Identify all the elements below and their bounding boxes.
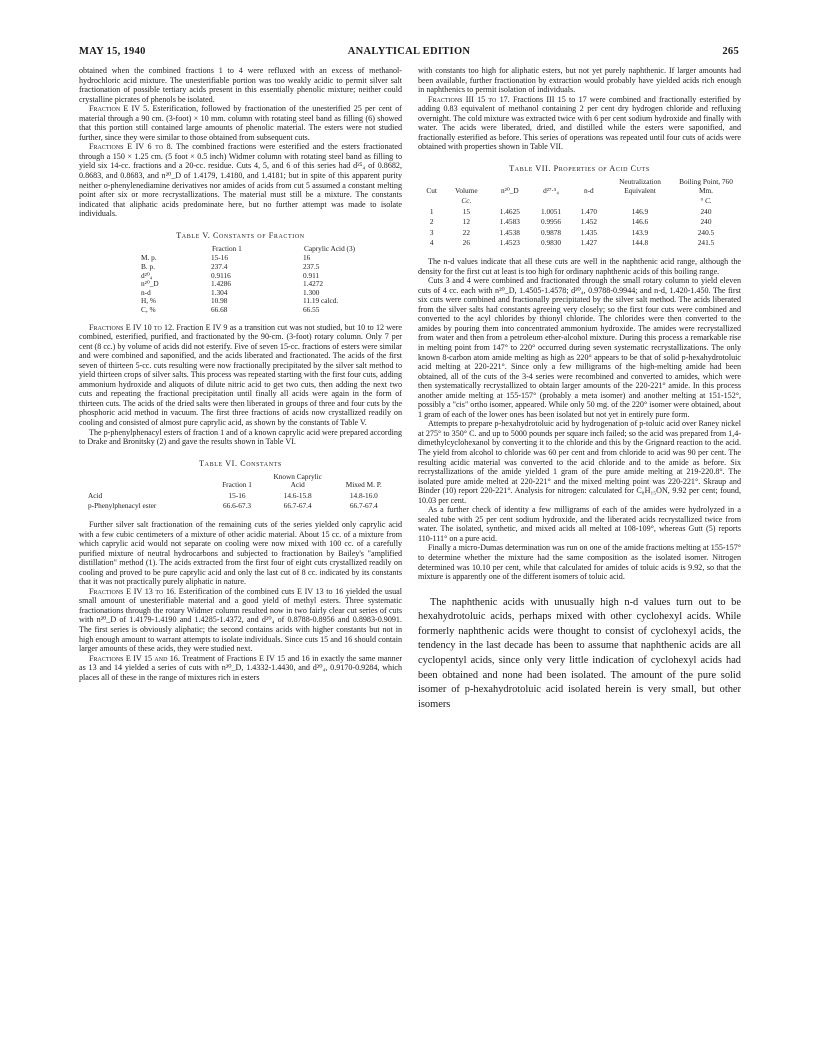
- table-cell: 1.4523: [499, 238, 520, 248]
- table-header: Neutralization Equivalent: [619, 176, 661, 195]
- table-row: [87, 491, 397, 502]
- table-unit: [530, 196, 571, 207]
- table-unit: Cc.: [461, 196, 472, 206]
- paragraph: [79, 323, 402, 428]
- table-header: Known Caprylic Acid: [273, 471, 322, 490]
- table-row: [141, 263, 367, 272]
- table-cell: 2: [429, 217, 434, 227]
- paragraph: [79, 587, 402, 654]
- run-in-heading: Fraction E IV 5.: [89, 104, 150, 114]
- paragraph: [79, 654, 402, 683]
- table-header: n²⁰_D: [501, 185, 519, 195]
- table-cell: 146.9: [631, 206, 649, 216]
- table-cell: 237.4: [211, 261, 228, 271]
- table-header: Caprylic Acid (3): [304, 243, 356, 253]
- table-header: Cut: [426, 185, 437, 195]
- paragraph: with constants too high for aliphatic esters, but not yet purely naphthenic. If larger amounts had been available, further fractionation by extraction would probably have yielded acids rich enough in naphthenics to permit isolation of individuals.: [418, 66, 741, 95]
- table-cell: 12: [462, 217, 470, 227]
- page-number: 265: [722, 46, 739, 57]
- table-cell: 1.304: [211, 287, 228, 297]
- paragraph: The n-d values indicate that all these cuts are well in the naphthenic acid range, although the density for the first cut at least is too high for ordinary naphthenic acids of this boiling range.: [418, 257, 741, 276]
- paragraph: [79, 142, 402, 218]
- closing-paragraph: The naphthenic acids with unusually high n-d values turn out to be hexahydrotoluic acids, perhaps mixed with other cyclohexyl acids. While formerly naphthenic acids were thought to consist of cyclohexyl acids, the tendency in the last decade has been to assume that naphthenic acids are all cyclopentyl acids, since only very little indication of cyclohexyl acids had been obtained and none had been isolated. The amount of the pure solid isomer of p-hexahydrotoluic acid isolated herein is very small, but other isomers: [418, 596, 741, 710]
- table-row: [420, 238, 738, 249]
- table-cell: 66.7-67.4: [349, 501, 378, 511]
- table-header: Volume: [455, 185, 478, 195]
- paragraph-text: The combined fractions were esterified and the esters fractionated through a 150 × 1.25 cm. (5 foot × 0.5 inch) Widmer column with rotating steel band as filling to yield six 14-cc. fractions and a 20-cc. residue. Cuts 4, 5, and 6 of this series had d²⁵₄ of 0.8682, 0.8683, and 0.8683, and n²⁰_D of 1.4179, 1.4180, and 1.4181; but in spite of this apparent purity neither o-phenylenediamine derivatives nor amides of acids from cut 5 assumed a constant melting point after six or more recrystallizations. The material must still be a mixture. The constants indicated that aliphatic acids predominate here, but no further attempt was made to isolate individuals.: [79, 142, 402, 219]
- table-row: [141, 306, 367, 315]
- paragraph: Further silver salt fractionation of the remaining cuts of the series yielded only caprylic acid with a few cubic centimeters of a mixture of other acidic material. About 15 cc. of a mixture from which caprylic acid would not separate on cooling were now mixed with 100 cc. of a carefully purified mixture of neutral hydrocarbons and subjected to fractionation by Bailey's "amplified distillation" method (1). The acids extracted from the first four of eight cuts crystallized readily on cooling and proved to be pure caprylic acid and only the last cut of 8 cc. indicated by its constants that it was not practically purely aliphatic in nature.: [79, 519, 402, 587]
- table-cell: 143.9: [631, 227, 649, 237]
- table-header: [87, 472, 209, 491]
- table-cell: 1.452: [580, 217, 598, 227]
- paragraph-text: Fractions III 15 to 17 were combined and fractionally esterified by adding 0.83 equivalent of methanol containing 2 per cent dry hydrogen chloride and refluxing overnight. The cold mixture was extracted twice with 6 per cent sodium hydroxide and finally with water. The acids were liberated, dried, and distilled while the esters were saponified, and fractionally esterified as before. This series of operations was repeated until four cuts of acids were obtained with properties shown in Table VII.: [418, 94, 742, 152]
- table-cell: 0.9878: [540, 227, 562, 237]
- table-cell: d²⁰₄: [141, 270, 153, 280]
- table-row: [420, 217, 738, 228]
- table-cell: 15-16: [228, 490, 246, 500]
- table-cell: n²⁰_D: [141, 279, 159, 289]
- paragraph-text: Treatment of Fractions E IV 15 and 16 in exactly the same manner as 13 and 14 yielded a series of cuts with n²⁰_D, 1.4332-1.4430, and d²⁰₄, 0.9170-0.9284, which places all of these in the range of mixtures rich in esters: [79, 653, 403, 682]
- table-cell: n-d: [141, 287, 151, 297]
- table-header: d²⁷·⁵₄: [543, 185, 559, 195]
- table-cell: 1: [429, 206, 434, 216]
- table-header: Mixed M. P.: [345, 480, 382, 490]
- table-unit: ° C.: [700, 196, 712, 206]
- table-row: [420, 207, 738, 218]
- table-7: [420, 177, 738, 249]
- table-cell: 241.5: [697, 238, 715, 248]
- table-unit: [420, 196, 443, 207]
- table-cell: 237.5: [303, 261, 320, 271]
- table-cell: 1.4286: [211, 279, 232, 289]
- table-cell: 66.6-67.3: [223, 501, 251, 511]
- table-5: [141, 244, 367, 315]
- table-unit: [606, 196, 674, 207]
- table-cell: Acid: [88, 490, 103, 500]
- paragraph: Cuts 3 and 4 were combined and fractionated through the small rotary column to yield eleven cuts of 4 cc. each with n²⁰_D, 1.4505-1.4578; d²⁰₄, 0.9788-0.9944; and n-d, 1.420-1.450. The first six cuts were combined and fractionally precipitated by the silver salt method. The acids liberated from the silver salts had constants agreeing very closely; so the first four cuts were combined and converted to the acyl chlorides by thionyl chloride. The chlorides were then converted to the amides by pouring them into concentrated ammonium hydroxide. The amides were recrystallized from water and then from a petroleum ether-alcohol mixture. During this process a remarkable rise in melting point from 147° to 220° occurred during seven systematic recrystallizations. The only known 8-carbon atom amide melting as high as 220° appears to be that of solid p-hexahydrotoluic acid melting at 220-221°. Since only a few milligrams of the high-melting amide had been obtained, all of the cuts of the 3-4 series were recombined and converted to amides, which were then systematically recrystallized to obtain larger amounts of the 220-221° amide. In this process another amide melting at 155-157° (probably a meta isomer) and another melting at 151-152°, possibly a "cis" ortho isomer, appeared. While only 50 mg. of the 220° isomer were obtained, about 1 gram of each of the lower ones has been isolated but not yet in entirely pure form.: [418, 276, 741, 419]
- table-cell: H, %: [141, 296, 156, 306]
- table-cell: 10.98: [211, 296, 228, 306]
- paragraph: As a further check of identity a few milligrams of each of the amides were hydrolyzed in a sealed tube with 25 per cent sodium hydroxide, and the liberated acids recrystallized twice from water. The isolated, synthetic, and mixed acids all melted at 108-109°, whereas Gutt (5) reports 110-111° on a pure acid.: [418, 505, 741, 543]
- paragraph: obtained when the combined fractions 1 to 4 were refluxed with an excess of methanol-hydrochloric acid mixture. The unesterifiable portion was too weakly acidic to permit silver salt fractionation of possible tertiary acids present in this essentially phenolic mixture; neither could crystalline picrates of phenols be isolated.: [79, 66, 402, 104]
- table-row: [420, 228, 738, 239]
- table-cell: 14.6-15.8: [283, 490, 312, 500]
- right-column: [418, 66, 741, 712]
- table-cell: 1.4272: [303, 279, 324, 289]
- table-cell: 240.5: [697, 227, 715, 237]
- table-header: n-d: [583, 185, 594, 195]
- left-column: [79, 66, 402, 682]
- table-cell: 1.4538: [499, 227, 520, 237]
- paragraph: Attempts to prepare p-hexahydrotoluic acid by hydrogenation of p-toluic acid over Raney nickel at 275° to 350° C. and up to 5000 pounds per square inch failed; so the acid was prepared from 1,4-dimethylcyclohexanol by converting it to the chloride and this by the Grignard reaction to the acid. The yield from alcohol to chloride was 60 per cent and from chloride to acid was 90 per cent. The resulting acidic material was converted to the acid chloride and to the amide as before. Six recrystallizations of the amide yielded 1 gram of the pure amide melting at 219-220.8°. The isolated pure amide melted at 220-221° and the mixed melting point was 220-221°. Skraup and Binder (10) report 220-221°. Analysis for nitrogen: calculated for C₈H₁₅ON, 9.92 per cent; found, 10.03 per cent.: [418, 419, 741, 505]
- table-cell: 1.300: [303, 287, 320, 297]
- table-cell: 0.9830: [540, 238, 562, 248]
- table-row: [141, 272, 367, 281]
- table-cell: 66.7-67.4: [283, 501, 312, 511]
- table-cell: 15-16: [211, 253, 229, 263]
- table-cell: 240: [700, 206, 712, 216]
- table-cell: 1.427: [580, 238, 598, 248]
- table-cell: 3: [429, 227, 434, 237]
- table-cell: B. p.: [141, 261, 155, 271]
- table-6: [87, 472, 397, 512]
- table-header: Fraction 1: [212, 243, 242, 253]
- table-cell: 14.8-16.0: [349, 490, 378, 500]
- table-cell: M. p.: [141, 253, 157, 263]
- table-cell: 1.0051: [540, 206, 562, 216]
- paragraph: Finally a micro-Dumas determination was run on one of the amide fractions melting at 155-157° to determine whether the mixture had the same composition as the isolated isomer. Nitrogen determined was 10.10 per cent, while that calculated for amides of toluic acids is 9.92, so that the mixture is apparently one of the different isomers of toluic acid.: [418, 543, 741, 582]
- table-cell: 4: [429, 238, 434, 248]
- issue-date: MAY 15, 1940: [79, 46, 146, 57]
- paragraph: [79, 104, 402, 142]
- table-unit: [489, 196, 530, 207]
- table-7-title: Table VII. Properties of Acid Cuts: [509, 163, 650, 173]
- table-cell: p-Phenylphenacyl ester: [88, 501, 157, 511]
- table-cell: 1.435: [580, 227, 598, 237]
- table-cell: 66.55: [303, 304, 320, 314]
- table-cell: 66.68: [211, 304, 228, 314]
- table-cell: 11.19 calcd.: [303, 296, 339, 306]
- table-cell: 0.9956: [540, 217, 562, 227]
- table-row: [87, 501, 397, 512]
- table-cell: C, %: [141, 304, 156, 314]
- table-cell: 146.6: [631, 217, 649, 227]
- paragraph-text: Esterification of the combined cuts E IV 13 to 16 yielded the usual small amount of unesterifiable material and a good yield of methyl esters. Three systematic fractionations through the rotary Widmer column resulted now in two fairly clear cut series of cuts with n²⁰_D of 1.4179-1.4190 and 1.4285-1.4372, and d²⁰₄ of 0.8788-0.8956 and 0.8983-0.9091. The first series is obviously aliphatic; the second contains acids with higher constants but not in high enough amount to warrant attempts to isolate individuals. Since cuts 15 and 16 should contain larger amounts of these acids, they were studied next.: [79, 586, 402, 654]
- table-row: [141, 254, 367, 263]
- table-cell: 26: [462, 238, 470, 248]
- table-cell: 16: [303, 253, 311, 263]
- run-in-heading: Fractions E IV 6 to 8.: [89, 142, 173, 152]
- paragraph: The p-phenylphenacyl esters of fraction 1 and of a known caprylic acid were prepared according to Drake and Bronitsky (2) and gave the results shown in Table VI.: [79, 427, 402, 447]
- paragraph-text: Esterification, followed by fractionation of the unesterified 25 per cent of material through a 90 cm. (3-foot) × 10 mm. column with rotating steel band as filling (6) showed that this portion still contained large amounts of phenolic material. The esters were not studied further, since they were similar to those obtained from subsequent cuts.: [79, 104, 403, 142]
- table-cell: 144.8: [631, 238, 649, 248]
- table-cell: 0.911: [303, 270, 320, 280]
- running-head: [79, 46, 739, 60]
- table-cell: 1.470: [580, 206, 598, 216]
- table-cell: 15: [462, 206, 470, 216]
- table-header: Fraction 1: [222, 480, 252, 490]
- table-header: Boiling Point, 760 Mm.: [679, 176, 733, 195]
- table-5-title: Table V. Constants of Fraction: [176, 230, 305, 240]
- table-cell: 240: [700, 217, 712, 227]
- table-cell: 0.9116: [211, 270, 231, 280]
- table-cell: 22: [462, 227, 470, 237]
- run-in-heading: Fractions E IV 10 to 12.: [89, 322, 175, 332]
- run-in-heading: Fractions E IV 13 to 16.: [89, 586, 177, 596]
- table-cell: 1.4583: [499, 217, 520, 227]
- table-unit: [572, 196, 606, 207]
- table-row: [141, 297, 367, 306]
- paragraph: [418, 95, 741, 152]
- journal-title: ANALYTICAL EDITION: [347, 46, 471, 57]
- table-6-title: Table VI. Constants: [199, 458, 282, 468]
- run-in-heading: Fractions III 15 to 17.: [428, 94, 510, 104]
- table-row: [141, 280, 367, 289]
- table-cell: 1.4625: [499, 206, 520, 216]
- paragraph-text: Fraction E IV 9 as a transition cut was not studied, but 10 to 12 were combined, esterified, purified, and fractionated by the 90-cm. (3-foot) rotary column. Only 7 per cent (8 cc.) by volume of acids did not esterify. Five of seven 15-cc. fractions of esters were similar and were combined and saponified, and the acids liberated and fractionated. The acids of the first seven of thirteen 5-cc. cuts resulting were now fractionally precipitated by the silver salt method to yield thirteen crops of silver salts. This process was repeated starting with the first four cuts, adding ammonium hydroxide and aliquots of dilute nitric acid to get two cuts, then adding the next two cuts and repeating the fractional precipitation until finally all acids were again in the form of thirteen cuts. The acids of the dried salts were then liberated in groups of three and four cuts by the phosphoric acid method in vacuum. The first three fractions of acids now crystallized readily on cooling and consisted of almost pure caprylic acid, as shown by the constants of Table V.: [79, 322, 403, 427]
- run-in-heading: Fractions E IV 15 and 16.: [89, 653, 180, 663]
